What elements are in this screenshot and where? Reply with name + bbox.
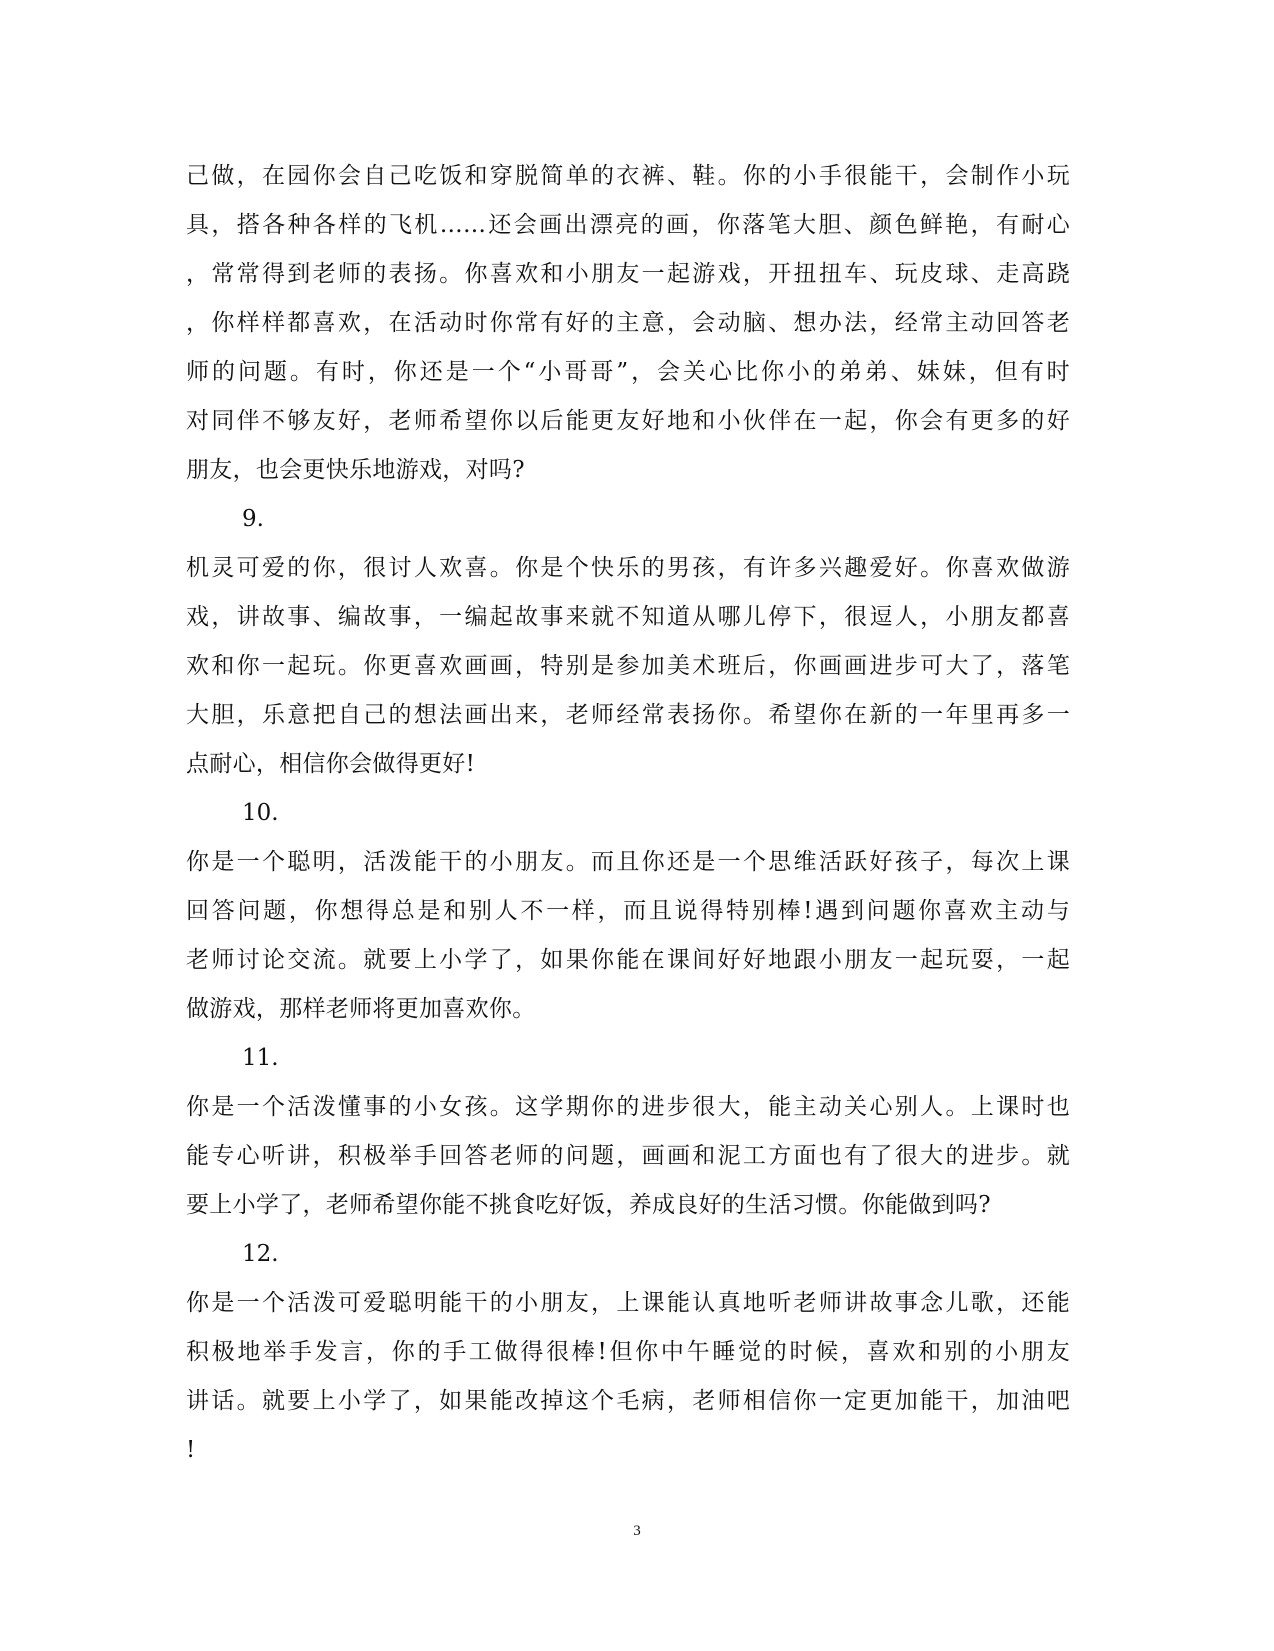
text-line: 师的问题。有时，你还是一个“小哥哥”，会关心比你小的弟弟、妹妹，但有时	[186, 359, 1070, 385]
text-line: 积极地举手发言，你的手工做得很棒!但你中午睡觉的时候，喜欢和别的小朋友	[186, 1339, 1070, 1365]
text-line: 你是一个活泼懂事的小女孩。这学期你的进步很大，能主动关心别人。上课时也	[186, 1094, 1070, 1120]
text-line: 能专心听讲，积极举手回答老师的问题，画画和泥工方面也有了很大的进步。就	[186, 1143, 1070, 1169]
text-line: ，常常得到老师的表扬。你喜欢和小朋友一起游戏，开扭扭车、玩皮球、走高跷	[186, 261, 1070, 287]
text-line: 朋友，也会更快乐地游戏，对吗?	[186, 457, 525, 483]
text-line: 戏，讲故事、编故事，一编起故事来就不知道从哪儿停下，很逗人，小朋友都喜	[186, 604, 1070, 630]
item-number: 10.	[242, 800, 279, 826]
paragraph	[186, 838, 1070, 1034]
page-number: 3	[633, 1523, 641, 1539]
item-number: 12.	[242, 1241, 279, 1267]
text-line: ，你样样都喜欢，在活动时你常有好的主意，会动脑、想办法，经常主动回答老	[186, 310, 1070, 336]
text-line: 点耐心，相信你会做得更好!	[186, 751, 476, 777]
text-line: 你是一个聪明，活泼能干的小朋友。而且你还是一个思维活跃好孩子，每次上课	[186, 849, 1070, 875]
item-number: 9.	[242, 506, 264, 532]
paragraph	[186, 1083, 1070, 1230]
text-line: 己做，在园你会自己吃饭和穿脱简单的衣裤、鞋。你的小手很能干，会制作小玩	[186, 163, 1070, 189]
text-line: 欢和你一起玩。你更喜欢画画，特别是参加美术班后，你画画进步可大了，落笔	[186, 653, 1070, 679]
text-line: !	[186, 1437, 196, 1463]
paragraph	[186, 152, 1070, 495]
text-line: 你是一个活泼可爱聪明能干的小朋友，上课能认真地听老师讲故事念儿歌，还能	[186, 1290, 1070, 1316]
paragraph	[186, 1279, 1070, 1475]
item-number: 11.	[242, 1045, 279, 1071]
text-line: 大胆，乐意把自己的想法画出来，老师经常表扬你。希望你在新的一年里再多一	[186, 702, 1070, 728]
text-line: 机灵可爱的你，很讨人欢喜。你是个快乐的男孩，有许多兴趣爱好。你喜欢做游	[186, 555, 1070, 581]
text-line: 讲话。就要上小学了，如果能改掉这个毛病，老师相信你一定更加能干，加油吧	[186, 1388, 1070, 1414]
text-line: 具，搭各种各样的飞机……还会画出漂亮的画，你落笔大胆、颜色鲜艳，有耐心	[186, 212, 1070, 238]
text-line: 做游戏，那样老师将更加喜欢你。	[186, 996, 536, 1022]
paragraph	[186, 544, 1070, 789]
text-line: 要上小学了，老师希望你能不挑食吃好饭，养成良好的生活习惯。你能做到吗?	[186, 1192, 991, 1218]
text-line: 老师讨论交流。就要上小学了，如果你能在课间好好地跟小朋友一起玩耍，一起	[186, 947, 1070, 973]
document-body	[186, 152, 1070, 1475]
text-line: 回答问题，你想得总是和别人不一样，而且说得特别棒!遇到问题你喜欢主动与	[186, 898, 1070, 924]
text-line: 对同伴不够友好，老师希望你以后能更友好地和小伙伴在一起，你会有更多的好	[186, 408, 1070, 434]
